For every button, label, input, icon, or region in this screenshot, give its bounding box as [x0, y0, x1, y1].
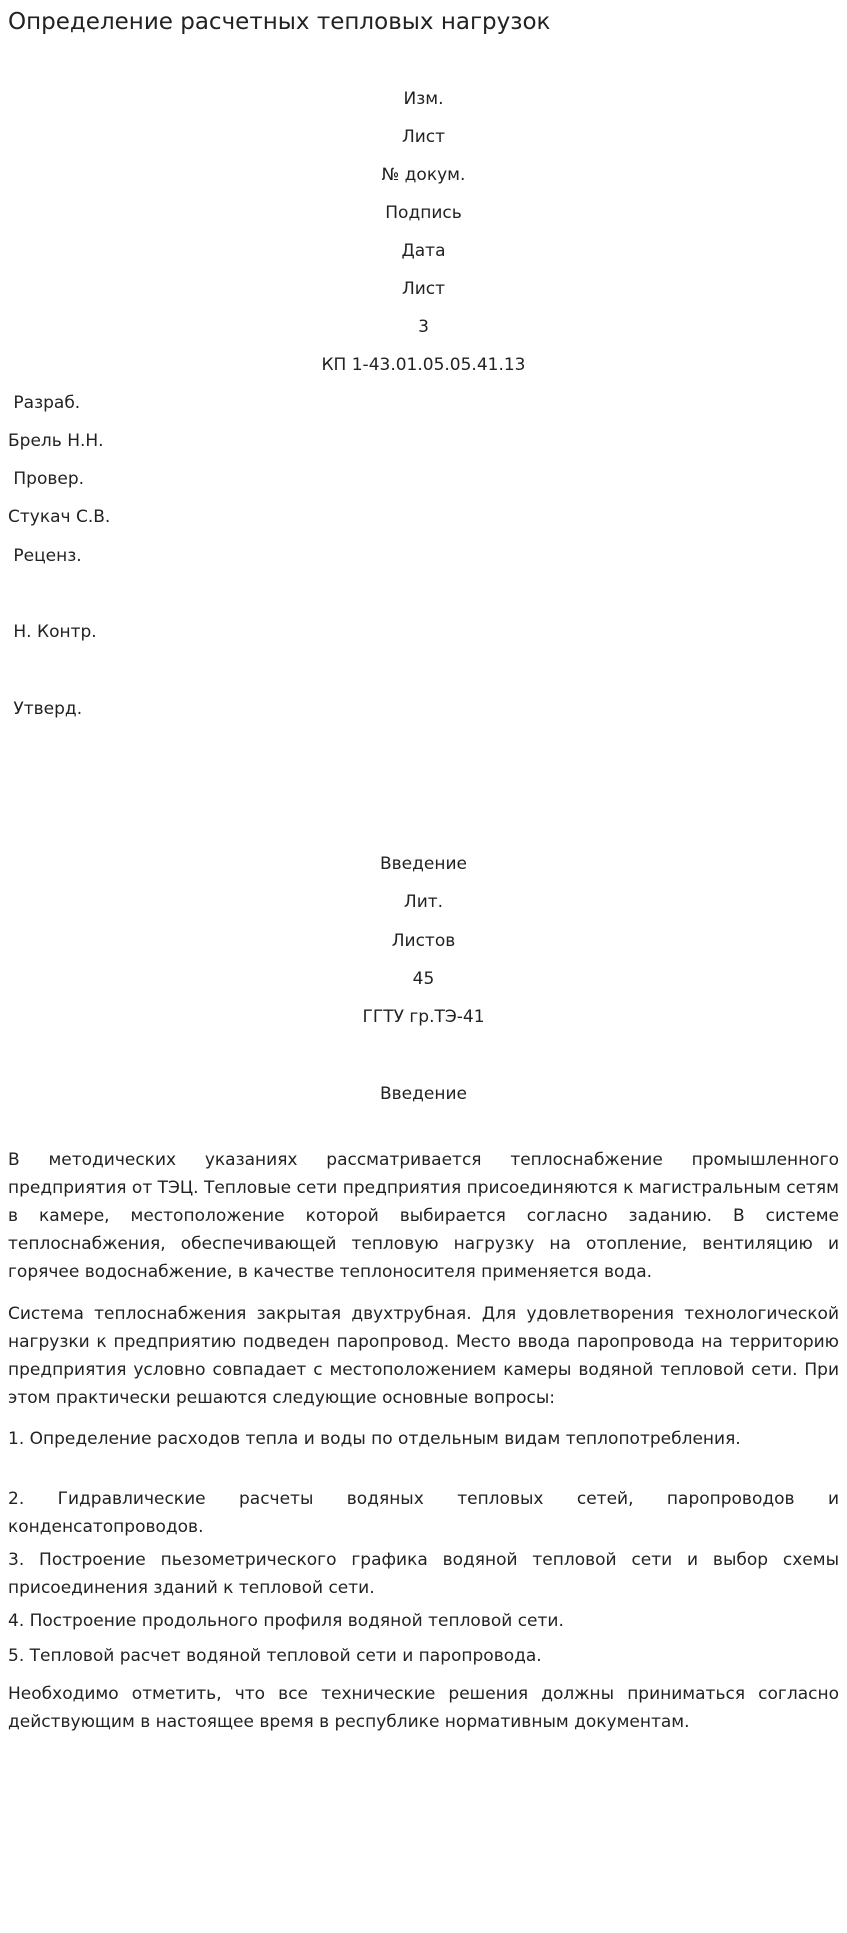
stamp-role-norm-control: Н. Контр.: [8, 622, 97, 642]
stamp-field-list: Лист: [401, 127, 446, 147]
stamp-role-reviewer: Реценз.: [8, 546, 82, 566]
stamp-field-date: Дата: [401, 241, 446, 261]
stamp-field-signature: Подпись: [385, 203, 462, 223]
stamp-field-sheet: Лист: [401, 279, 446, 299]
list-item: 1. Определение расходов тепла и воды по отдельным видам теплопотребления.: [8, 1429, 741, 1449]
paragraph-system: Система теплоснабжения закрытая двухтрубная. Для удовлетворения технологической нагрузки к предприятию подведен паропровод. Место ввода паропровода на территорию предприятия условно совпадает с местоположением камеры водяной тепловой сети. При этом практически решаются следующие основные вопросы:: [8, 1304, 839, 1408]
list-item: 3. Построение пьезометрического графика водяной тепловой сети и выбор схемы присоединения зданий к тепловой сети.: [8, 1550, 839, 1598]
stamp-checker-name: Стукач С.В.: [8, 507, 111, 527]
stamp-field-sheets: Листов: [391, 931, 456, 951]
paragraph-conclusion: Необходимо отметить, что все технические решения должны приниматься согласно действующим в настоящее время в республике нормативным документам.: [8, 1684, 839, 1732]
stamp-section-title: Введение: [380, 854, 467, 874]
stamp-role-approver: Утверд.: [8, 699, 83, 719]
list-item: 4. Построение продольного профиля водяной тепловой сети.: [8, 1611, 564, 1631]
stamp-document-code: КП 1-43.01.05.05.41.13: [321, 355, 526, 375]
stamp-field-izm: Изм.: [403, 89, 444, 109]
stamp-developer-name: Брель Н.Н.: [8, 431, 104, 451]
stamp-role-developer: Разраб.: [8, 393, 81, 413]
section-heading: Введение: [380, 1084, 467, 1104]
stamp-role-checker: Провер.: [8, 469, 85, 489]
list-item: 2. Гидравлические расчеты водяных тепловых сетей, паропроводов и конденсатопроводов.: [8, 1489, 839, 1537]
page-title: Определение расчетных тепловых нагрузок: [8, 9, 551, 35]
stamp-organization: ГГТУ гр.ТЭ-41: [362, 1007, 485, 1027]
list-item: 5. Тепловой расчет водяной тепловой сети и паропровода.: [8, 1646, 542, 1666]
paragraph-intro: В методических указаниях рассматривается теплоснабжение промышленного предприятия от ТЭЦ. Тепловые сети предприятия присоединяются к магистральным сетям в камере, местоположение которой выбирается согласно заданию. В системе теплоснабжения, обеспечивающей тепловую нагрузку на отопление, вентиляцию и горячее водоснабжение, в качестве теплоносителя применяется вода.: [8, 1150, 839, 1282]
stamp-field-doc-number: № докум.: [381, 165, 466, 185]
stamp-field-lit: Лит.: [403, 892, 444, 912]
stamp-sheets-count: 45: [412, 969, 435, 989]
stamp-sheet-number: 3: [418, 317, 429, 337]
